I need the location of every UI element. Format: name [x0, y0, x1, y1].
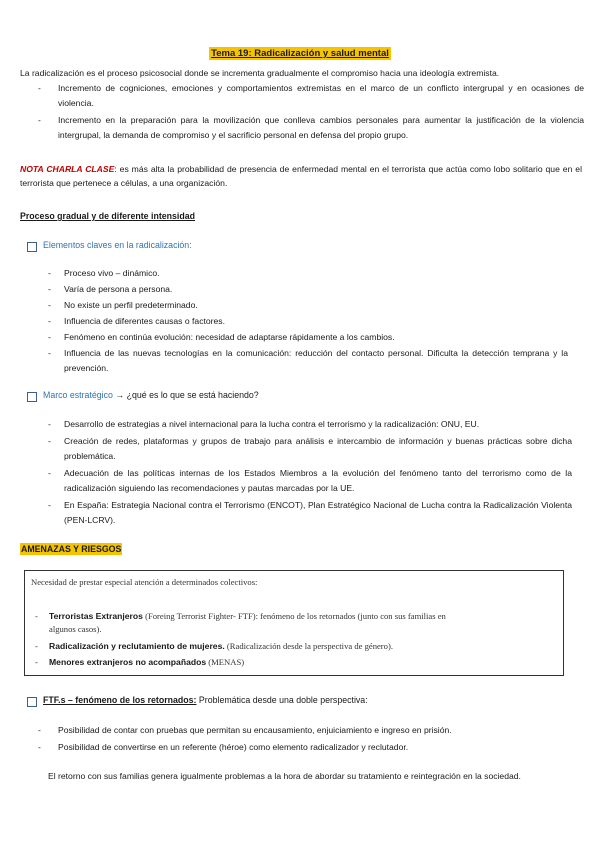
- list-item-text: Desarrollo de estrategias a nivel internacional para la lucha contra el terrorismo y la radicalización: ONU, EU.: [64, 419, 480, 429]
- image-box-item: [35, 640, 393, 653]
- image-box-item-text: (MENAS): [206, 657, 245, 667]
- list-item-text: Proceso vivo – dinámico.: [64, 268, 160, 278]
- list-item: [48, 346, 568, 375]
- image-box-item-text: algunos casos).: [49, 624, 102, 634]
- amenazas-heading: AMENAZAS Y RIESGOS: [21, 544, 122, 554]
- dash-marker: -: [48, 468, 51, 478]
- list-item: [38, 740, 578, 755]
- image-box-item-bold: Menores extranjeros no acompañados: [49, 657, 207, 667]
- image-box-item: [35, 656, 244, 669]
- elementos-heading: Elementos claves en la radicalización:: [43, 240, 192, 250]
- dash-marker: -: [48, 316, 51, 326]
- intro-item: [38, 81, 584, 110]
- checkbox-icon[interactable]: [27, 242, 37, 252]
- dash-marker: -: [48, 268, 51, 278]
- list-item: [48, 298, 568, 313]
- list-item-text: En España: Estrategia Nacional contra el Terrorismo (ENCOT), Plan Estratégico Nacional de Lucha contra la Radicalización Violenta (PEN-LCRV).: [64, 500, 572, 525]
- dash-marker: -: [48, 419, 51, 429]
- dash-marker: -: [48, 500, 51, 510]
- dash-marker: -: [35, 641, 38, 651]
- image-box-item: [35, 610, 446, 623]
- ftf-heading: FTF.s – fenómeno de los retornados:: [43, 695, 197, 705]
- ftf-closing-paragraph: El retorno con sus familias genera igualmente problemas a la hora de abordar su tratamiento e reintegración en la sociedad.: [48, 771, 521, 781]
- checkbox-icon[interactable]: [27, 392, 37, 402]
- dash-marker: -: [38, 115, 41, 125]
- dash-marker: -: [38, 725, 41, 735]
- list-item-text: No existe un perfil predeterminado.: [64, 300, 198, 310]
- intro-item-text: Incremento de cogniciones, emociones y comportamientos extremistas en el marco de un conflicto intergrupal y en ocasiones de violencia.: [58, 83, 584, 108]
- list-item-text: Posibilidad de contar con pruebas que permitan su encausamiento, enjuiciamiento e ingreso en prisión.: [58, 725, 452, 735]
- image-box-item-text: (Radicalización desde la perspectiva de género).: [224, 641, 393, 651]
- intro-paragraph: La radicalización es el proceso psicosocial donde se incrementa gradualmente el compromiso hacia una ideología extremista.: [20, 68, 500, 78]
- list-item-text: Influencia de diferentes causas o factores.: [64, 316, 225, 326]
- dash-marker: -: [48, 284, 51, 294]
- dash-marker: -: [38, 742, 41, 752]
- intro-item-text: Incremento en la preparación para la movilización que conlleva cambios personales para aumentar la justificación de la violencia intergrupal, la demanda de compromiso y el sacrificio personal en defensa del propio grupo.: [58, 115, 584, 140]
- list-item-text: Varía de persona a persona.: [64, 284, 173, 294]
- list-item-text: Adecuación de las políticas internas de los Estados Miembros a la evolución del fenómeno tanto del terrorismo como de la radicalización siguiendo las recomendaciones y pautas marcadas por la UE.: [64, 468, 572, 493]
- intro-item: [38, 113, 584, 142]
- dash-marker: -: [48, 300, 51, 310]
- list-item: [48, 314, 568, 329]
- embedded-image-box: [24, 570, 564, 676]
- dash-marker: -: [35, 657, 38, 667]
- document-title: Tema 19: Radicalización y salud mental: [211, 48, 389, 59]
- checkbox-icon[interactable]: [27, 697, 37, 707]
- list-item-text: Influencia de las nuevas tecnologías en la comunicación: reducción del contacto personal. Dificulta la detección temprana y la prevención.: [64, 348, 568, 373]
- image-box-item-bold: Terroristas Extranjeros: [49, 611, 143, 621]
- list-item: [48, 498, 572, 527]
- image-box-heading: Necesidad de prestar especial atención a determinados colectivos:: [31, 577, 258, 587]
- dash-marker: -: [35, 611, 38, 621]
- dash-marker: -: [38, 83, 41, 93]
- list-item: [48, 434, 572, 463]
- dash-marker: -: [48, 436, 51, 446]
- list-item: [48, 266, 568, 281]
- dash-marker: -: [48, 348, 51, 358]
- marco-arrow-text: → ¿qué es lo que se está haciendo?: [112, 390, 259, 400]
- dash-marker: -: [48, 332, 51, 342]
- ftf-heading-line: [43, 695, 368, 705]
- image-box-item: [49, 623, 102, 636]
- nota-label: NOTA CHARLA CLASE: [20, 164, 115, 174]
- list-item: [48, 466, 572, 495]
- list-item: [48, 417, 572, 432]
- list-item: [48, 282, 568, 297]
- list-item-text: Creación de redes, plataformas y grupos de trabajo para análisis e intercambio de información y buenas prácticas sobre dicha problemática.: [64, 436, 572, 461]
- list-item: [48, 330, 568, 345]
- nota-text: : es más alta la probabilidad de presencia de enfermedad mental en el terrorista que actúa como lobo solitario que en el terrorista que pertenece a células, a una organización.: [20, 164, 582, 188]
- list-item-text: Posibilidad de convertirse en un referente (héroe) como elemento radicalizador y reclutador.: [58, 742, 409, 752]
- nota-paragraph: [20, 162, 582, 190]
- image-box-item-bold: Radicalización y reclutamiento de mujeres.: [49, 641, 225, 651]
- list-item: [38, 723, 578, 738]
- ftf-heading-rest: Problemática desde una doble perspectiva:: [196, 695, 368, 705]
- list-item-text: Fenómeno en continúa evolución: necesidad de adaptarse rápidamente a los cambios.: [64, 332, 395, 342]
- image-box-item-text: (Foreing Terrorist Fighter- FTF): fenómeno de los retornados (junto con sus familias en: [142, 611, 446, 621]
- marco-heading-line: [43, 390, 259, 400]
- section-heading: Proceso gradual y de diferente intensidad: [20, 211, 196, 221]
- marco-heading: Marco estratégico: [43, 390, 113, 400]
